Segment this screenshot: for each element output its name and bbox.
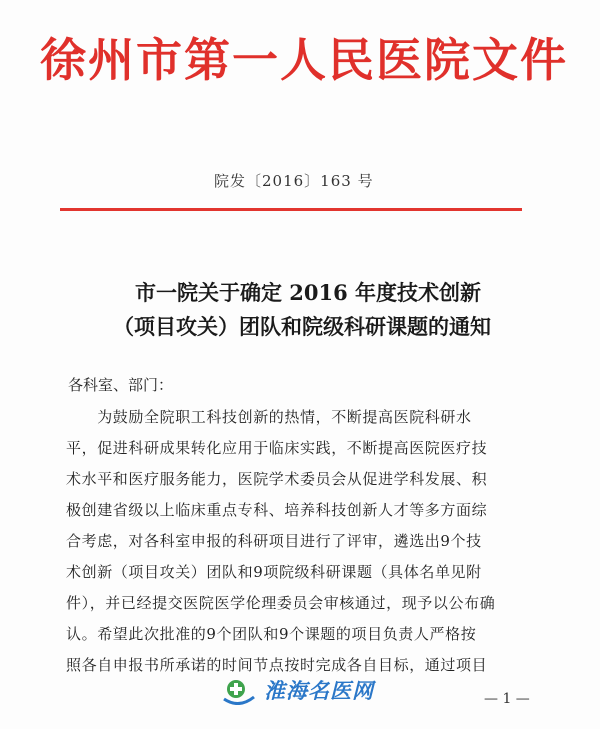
- body-line-3: 术水平和医疗服务能力，医院学术委员会从促进学科发展、积: [66, 470, 488, 488]
- header-title: 徐州市第一人民医院文件: [40, 33, 568, 87]
- body-line-7: 件），并已经提交医院医学伦理委员会审核通过，现予以公布确: [66, 594, 496, 612]
- body-line-4: 极创建省级以上临床重点专科、培养科技创新人才等多方面综: [66, 501, 488, 519]
- medical-cross-logo-icon: [222, 675, 256, 705]
- red-divider: [60, 208, 522, 211]
- body-line-5: 合考虑，对各科室申报的科研项目进行了评审，遴选出9个技: [66, 532, 482, 550]
- notice-title-line-1: 市一院关于确定 2016 年度技术创新: [134, 280, 482, 305]
- body-line-1: 为鼓励全院职工科技创新的热情，不断提高医院科研水: [66, 408, 472, 426]
- page-number: — 1 —: [484, 691, 530, 707]
- watermark-text: 淮海名医网: [264, 678, 374, 703]
- document-number: 院发〔2016〕163 号: [214, 172, 374, 190]
- body-line-6: 术创新（项目攻关）团队和9项院级科研课题（具体名单见附: [66, 563, 482, 581]
- body-line-9: 照各自申报书所承诺的时间节点按时完成各自目标，通过项目: [66, 656, 488, 674]
- body-line-8: 认。希望此次批准的9个团队和9个课题的项目负责人严格按: [66, 625, 477, 643]
- watermark-logo: [222, 675, 374, 705]
- body-line-2: 平，促进科研成果转化应用于临床实践，不断提高医院医疗技: [66, 439, 488, 457]
- salutation: 各科室、部门：: [68, 376, 174, 394]
- notice-title-line-2: （项目攻关）团队和院级科研课题的通知: [113, 314, 491, 339]
